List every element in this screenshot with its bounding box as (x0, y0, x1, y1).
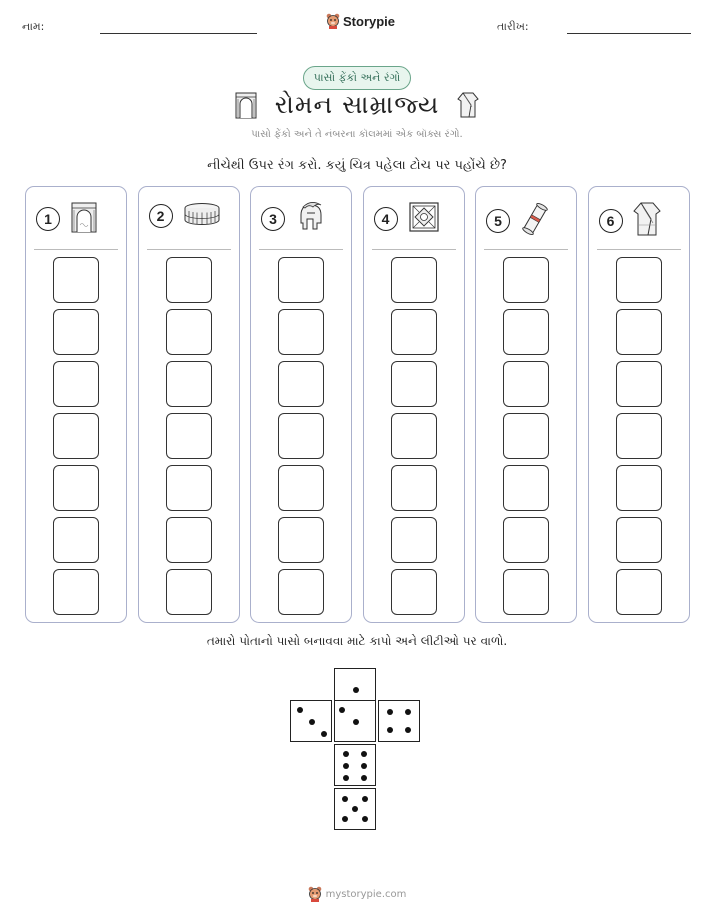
color-box[interactable] (616, 309, 662, 355)
color-box[interactable] (391, 569, 437, 615)
color-box[interactable] (278, 413, 324, 459)
column-number: 5 (486, 209, 510, 233)
color-box[interactable] (391, 465, 437, 511)
toga-icon (633, 201, 661, 241)
column-5 (475, 186, 577, 623)
color-box[interactable] (53, 569, 99, 615)
die-face-3 (290, 700, 332, 742)
color-box[interactable] (166, 257, 212, 303)
cut-instruction: તમારો પોતાનો પાસો બનાવવા માટે કાપો અને લીટીઓ પર વાળો. (206, 634, 508, 648)
color-box[interactable] (391, 257, 437, 303)
column-header (374, 201, 440, 237)
color-box[interactable] (503, 309, 549, 355)
color-box[interactable] (503, 465, 549, 511)
brand-logo (326, 13, 395, 29)
roman-arch-icon (235, 91, 257, 119)
roman-arch-icon (70, 201, 98, 237)
colosseum-icon (183, 201, 221, 231)
column-header (599, 201, 661, 241)
page-subtitle: પાસો ફેંકો અને તે નંબરના કૉલમમાં એક બૉક્સ રંગો. (251, 129, 463, 140)
column-2 (138, 186, 240, 623)
bear-icon (326, 13, 340, 29)
color-box[interactable] (616, 257, 662, 303)
color-box[interactable] (53, 517, 99, 563)
scroll-icon (520, 201, 550, 241)
brand-name: Storypie (343, 13, 396, 29)
column-3 (250, 186, 352, 623)
column-header (36, 201, 98, 237)
column-4 (363, 186, 465, 623)
color-box[interactable] (616, 465, 662, 511)
color-box[interactable] (616, 569, 662, 615)
toga-icon (457, 91, 479, 119)
color-box[interactable] (278, 517, 324, 563)
column-header (261, 201, 327, 237)
color-box[interactable] (278, 257, 324, 303)
column-header (486, 201, 550, 241)
color-box[interactable] (278, 569, 324, 615)
column-6 (588, 186, 690, 623)
instruction-text: નીચેથી ઉપર રંગ કરો. કયું ચિત્ર પહેલા ટોચ પર પહોંચે છે? (207, 158, 507, 173)
color-box[interactable] (166, 465, 212, 511)
column-number: 2 (149, 204, 173, 228)
die-face-5 (334, 788, 376, 830)
column-1 (25, 186, 127, 623)
color-box[interactable] (278, 465, 324, 511)
footer-url[interactable]: mystorypie.com (325, 888, 407, 900)
color-box[interactable] (503, 413, 549, 459)
name-line[interactable] (100, 33, 257, 34)
footer (0, 886, 714, 902)
date-line[interactable] (567, 33, 691, 34)
color-box[interactable] (391, 361, 437, 407)
column-divider (372, 249, 456, 250)
date-label: તારીખ: (497, 20, 529, 33)
die-net[interactable] (290, 668, 426, 838)
column-number: 3 (261, 207, 285, 231)
mosaic-tile-icon (408, 201, 440, 237)
color-box[interactable] (166, 517, 212, 563)
die-face-4 (378, 700, 420, 742)
roman-helmet-icon (295, 201, 327, 237)
color-box[interactable] (503, 569, 549, 615)
column-divider (597, 249, 681, 250)
color-box[interactable] (616, 361, 662, 407)
die-face-2 (334, 700, 376, 742)
bear-icon (308, 886, 322, 902)
color-box[interactable] (391, 517, 437, 563)
column-divider (259, 249, 343, 250)
color-box[interactable] (53, 361, 99, 407)
name-label: નામ: (22, 20, 45, 33)
color-box[interactable] (53, 257, 99, 303)
activity-badge: પાસો ફેંકો અને રંગો (303, 66, 412, 90)
color-box[interactable] (616, 413, 662, 459)
color-box[interactable] (278, 309, 324, 355)
column-number: 1 (36, 207, 60, 231)
column-number: 6 (599, 209, 623, 233)
color-box[interactable] (503, 517, 549, 563)
color-box[interactable] (391, 309, 437, 355)
color-box[interactable] (278, 361, 324, 407)
color-box[interactable] (166, 309, 212, 355)
color-box[interactable] (166, 361, 212, 407)
color-box[interactable] (391, 413, 437, 459)
color-box[interactable] (53, 309, 99, 355)
column-divider (484, 249, 568, 250)
color-box[interactable] (166, 413, 212, 459)
die-face-6 (334, 744, 376, 786)
column-header (149, 201, 221, 231)
color-box[interactable] (53, 413, 99, 459)
page-title: રોમન સામ્રાજ્ય (274, 90, 440, 119)
column-divider (34, 249, 118, 250)
color-box[interactable] (503, 257, 549, 303)
color-box[interactable] (503, 361, 549, 407)
color-box[interactable] (616, 517, 662, 563)
color-box[interactable] (166, 569, 212, 615)
column-divider (147, 249, 231, 250)
column-number: 4 (374, 207, 398, 231)
color-box[interactable] (53, 465, 99, 511)
